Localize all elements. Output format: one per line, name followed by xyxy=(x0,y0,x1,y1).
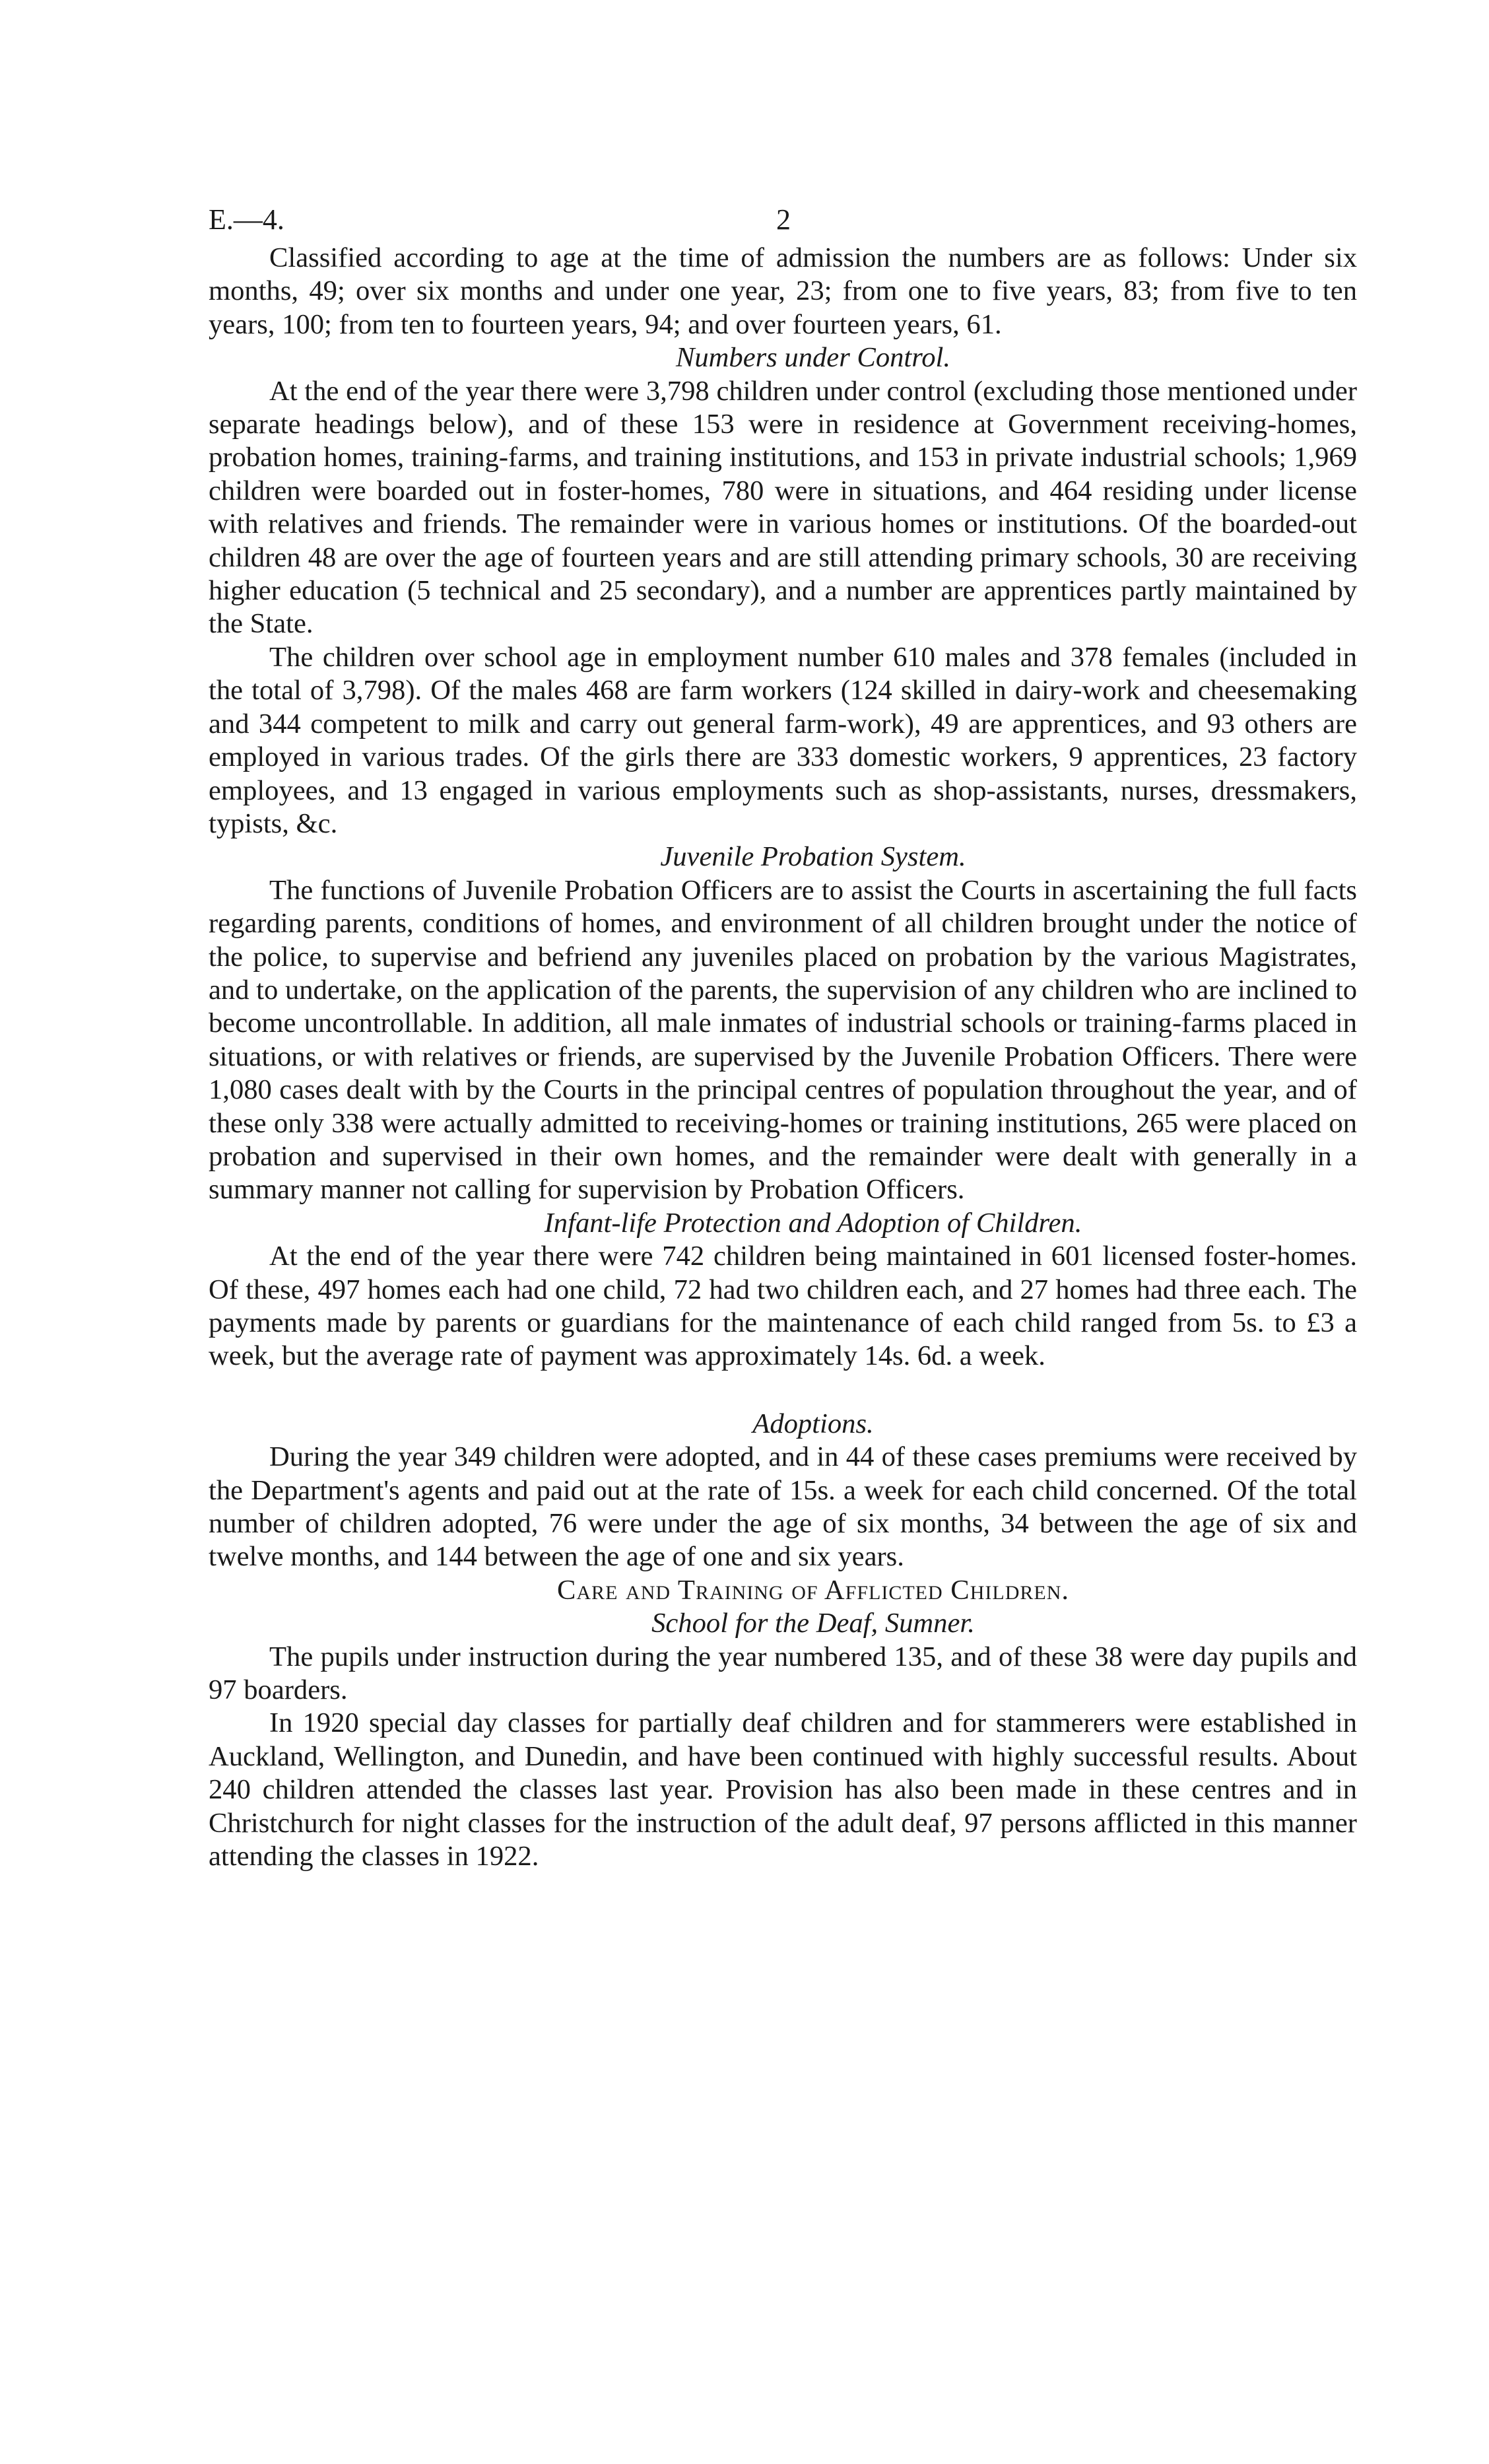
paragraph-special-classes: In 1920 special day classes for partially deaf children and for stammerers were established in Auckland, Wellington, and Dunedin, and have been continued with highly successful results. About 240 children attended the classes last year. Provision has also been made in these centres and in Christchurch for night classes for the instruction of the adult deaf, 97 persons afflicted in this manner attending the classes in 1922. xyxy=(209,1707,1357,1872)
section-title-afflicted-children: Care and Training of Afflicted Children. xyxy=(556,1574,1070,1606)
paragraph-children-under-control: At the end of the year there were 3,798 children under control (excluding those mentioned under separate headings below), and of these 153 were in residence at Government receiving-homes, probation homes, training-farms, and training institutions, and 153 in private industrial schools; 1,969 children were boarded out in foster-homes, 780 were in situations, and 464 residing under license with relatives and friends. The remainder were in various homes or institutions. Of the boarded-out children 48 are over the age of fourteen years and are still attending primary schools, 30 are receiving higher education (5 technical and 25 secondary), and a number are apprentices partly maintained by the State. xyxy=(209,375,1357,640)
paragraph-probation-officers: The functions of Juvenile Probation Officers are to assist the Courts in ascertaining the full facts regarding parents, conditions of homes, and environment of all children brought under the notice of the police, to supervise and befriend any juveniles placed on probation by the various Magistrates, and to undertake, on the application of the parents, the supervision of any children who are inclined to become uncontrollable. In addition, all male inmates of industrial schools or training-farms placed in situations, or with relatives or friends, are supervised by the Juvenile Probation Officers. There were 1,080 cases dealt with by the Courts in the principal centres of population throughout the year, and of these only 338 were actually admitted to receiving-homes or training institutions, 265 were placed on probation and supervised in their own homes, and the remainder were dealt with generally in a summary manner not calling for supervision by Probation Officers. xyxy=(209,874,1357,1206)
report-reference: E.—4. xyxy=(209,203,284,236)
paragraph-foster-homes: At the end of the year there were 742 children being maintained in 601 licensed foster-homes. Of these, 497 homes each had one child, 72 had two children each, and 27 homes had three each. The payments made by parents or guardians for the maintenance of each child ranged from 5s. to £3 a week, but the average rate of payment was approximately 14s. 6d. a week. xyxy=(209,1241,1357,1372)
heading-infant-life-protection: Infant-life Protection and Adoption of Children. xyxy=(544,1207,1082,1239)
document-body xyxy=(209,242,1357,1874)
page-header xyxy=(209,198,1357,242)
paragraph-deaf-pupils: The pupils under instruction during the year numbered 135, and of these 38 were day pupils and 97 boarders. xyxy=(209,1641,1357,1706)
heading-school-for-deaf: School for the Deaf, Sumner. xyxy=(651,1608,975,1639)
heading-adoptions: Adoptions. xyxy=(752,1408,874,1439)
paragraph-age-classification: Classified according to age at the time of admission the numbers are as follows: Under six months, 49; over six months and under one year, 23; from one to five years, 83; from five to ten years, 100; from ten to fourteen years, 94; and over fourteen years, 61. xyxy=(209,242,1357,340)
paragraph-adoptions: During the year 349 children were adopted, and in 44 of these cases premiums were received by the Department's agents and paid out at the rate of 15s. a week for each child concerned. Of the total number of children adopted, 76 were under the age of six months, 34 between the age of six and twelve months, and 144 between the age of one and six years. xyxy=(209,1441,1357,1573)
document-page xyxy=(209,198,1357,1874)
heading-numbers-under-control: Numbers under Control. xyxy=(675,342,951,374)
heading-juvenile-probation: Juvenile Probation System. xyxy=(660,841,966,873)
paragraph-children-in-employment: The children over school age in employment number 610 males and 378 females (included in the total of 3,798). Of the males 468 are farm workers (124 skilled in dairy-work and cheesemaking and 344 competent to milk and carry out general farm-work), 49 are apprentices, and 93 others are employed in various trades. Of the girls there are 333 domestic workers, 9 apprentices, 23 factory employees, and 13 engaged in various employments such as shop-assistants, nurses, dressmakers, typists, &c. xyxy=(209,641,1357,839)
page-number: 2 xyxy=(776,203,791,236)
